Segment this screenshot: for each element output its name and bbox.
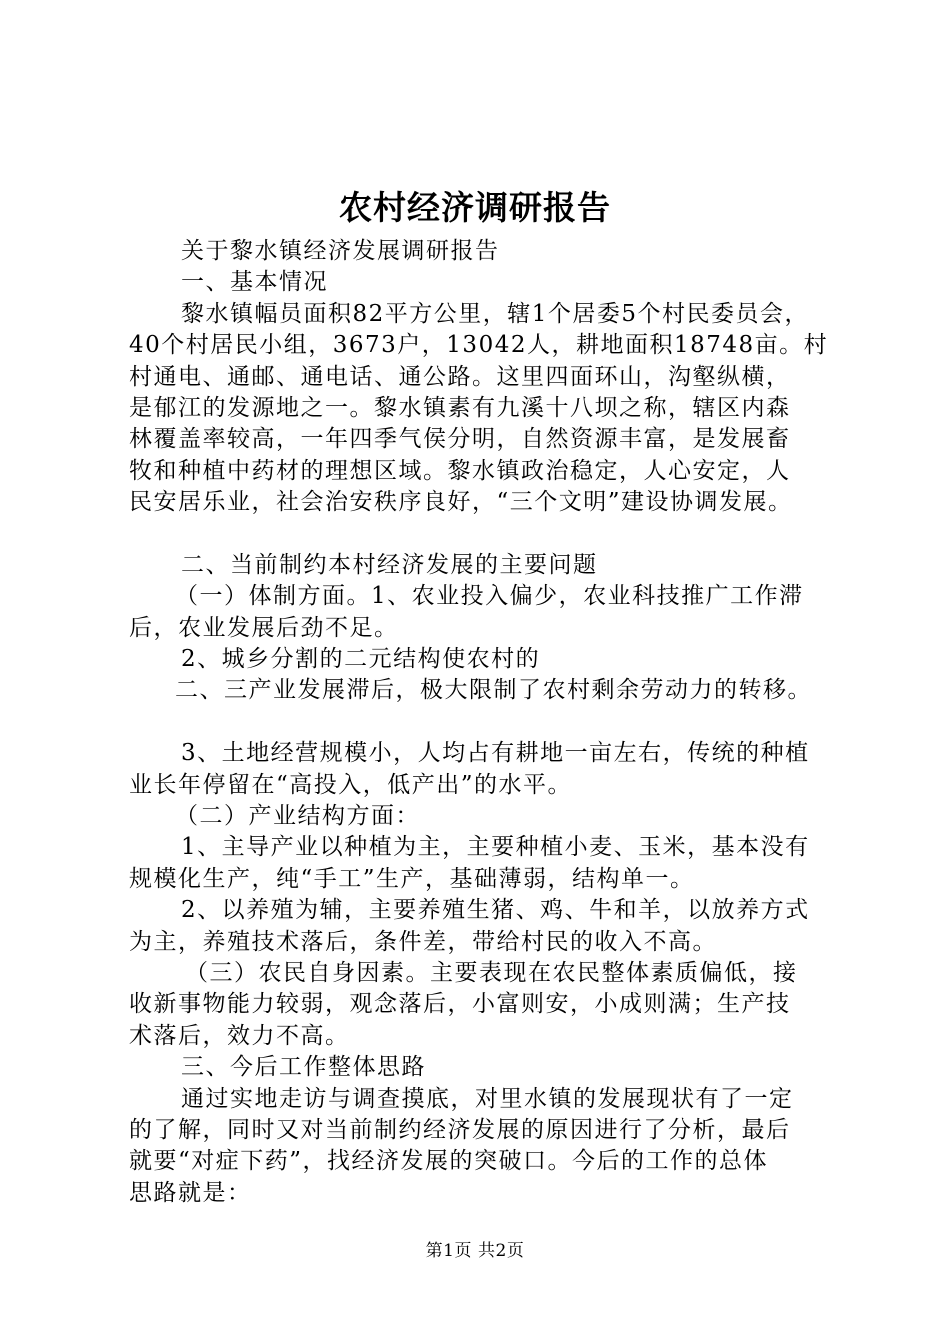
page-total: 共2页 [478, 1241, 525, 1261]
paragraph-line: 的了解，同时又对当前制约经济发展的原因进行了分析，最后 [129, 1116, 791, 1143]
paragraph-line: 业长年停留在“高投入，低产出”的水平。 [129, 771, 573, 798]
paragraph-line: 二、三产业发展滞后，极大限制了农村剩余劳动力的转移。 [175, 677, 812, 704]
paragraph-line: 民安居乐业，社会治安秩序良好，“三个文明”建设协调发展。 [129, 489, 793, 516]
paragraph-line: 后，农业发展后劲不足。 [129, 614, 399, 641]
page-footer [0, 1240, 950, 1262]
paragraph-line: 2、城乡分割的二元结构使农村的 [181, 646, 541, 673]
paragraph-line: （一）体制方面。1、农业投入偏少，农业科技推广工作滞 [175, 583, 804, 610]
document-title: 农村经济调研报告 [339, 188, 611, 227]
paragraph-line: 收新事物能力较弱，观念落后，小富则安，小成则满；生产技 [129, 991, 791, 1018]
paragraph-line: 思路就是： [129, 1179, 252, 1206]
paragraph-line: 2、以养殖为辅，主要养殖生猪、鸡、牛和羊，以放养方式 [181, 897, 810, 924]
blank-line [129, 707, 854, 738]
paragraph-line: 是郁江的发源地之一。黎水镇素有九溪十八坝之称，辖区内森 [129, 394, 791, 421]
section-heading: 二、当前制约本村经济发展的主要问题 [181, 551, 598, 578]
paragraph-line: 关于黎水镇经济发展调研报告 [181, 238, 500, 264]
paragraph-line: （三）农民自身因素。主要表现在农民整体素质偏低，接 [185, 959, 798, 986]
paragraph-line: 村通电、通邮、通电话、通公路。这里四面环山，沟壑纵横， [129, 363, 791, 390]
paragraph-line: 林覆盖率较高，一年四季气侯分明，自然资源丰富，是发展畜 [129, 426, 791, 453]
paragraph-line: 牧和种植中药材的理想区域。黎水镇政治稳定，人心安定，人 [129, 457, 791, 484]
paragraph-line: 通过实地走访与调查摸底，对里水镇的发展现状有了一定 [181, 1085, 794, 1112]
paragraph-line: 3、土地经营规模小，人均占有耕地一亩左右，传统的种植 [181, 740, 810, 767]
paragraph-line: 术落后，效力不高。 [129, 1022, 350, 1049]
document-body [129, 236, 854, 1209]
paragraph-line: 黎水镇幅员面积82平方公里，辖1个居委5个村民委员会， [181, 300, 810, 327]
paragraph-line: 1、主导产业以种植为主，主要种植小麦、玉米，基本没有 [181, 834, 810, 861]
subsection-heading: （二）产业结构方面： [175, 803, 420, 830]
paragraph-line: 规模化生产，纯“手工”生产，基础薄弱，结构单一。 [129, 865, 695, 892]
page-number: 第1页 [425, 1241, 472, 1261]
section-heading: 一、基本情况 [181, 269, 328, 296]
paragraph-line: 就要“对症下药”，找经济发展的突破口。今后的工作的总体 [129, 1148, 769, 1175]
section-heading: 三、今后工作整体思路 [181, 1054, 426, 1081]
paragraph-line: 40个村居民小组，3673户，13042人，耕地面积18748亩。村 [129, 332, 829, 359]
paragraph-line: 为主，养殖技术落后，条件差，带给村民的收入不高。 [129, 928, 717, 955]
blank-line [129, 519, 854, 550]
